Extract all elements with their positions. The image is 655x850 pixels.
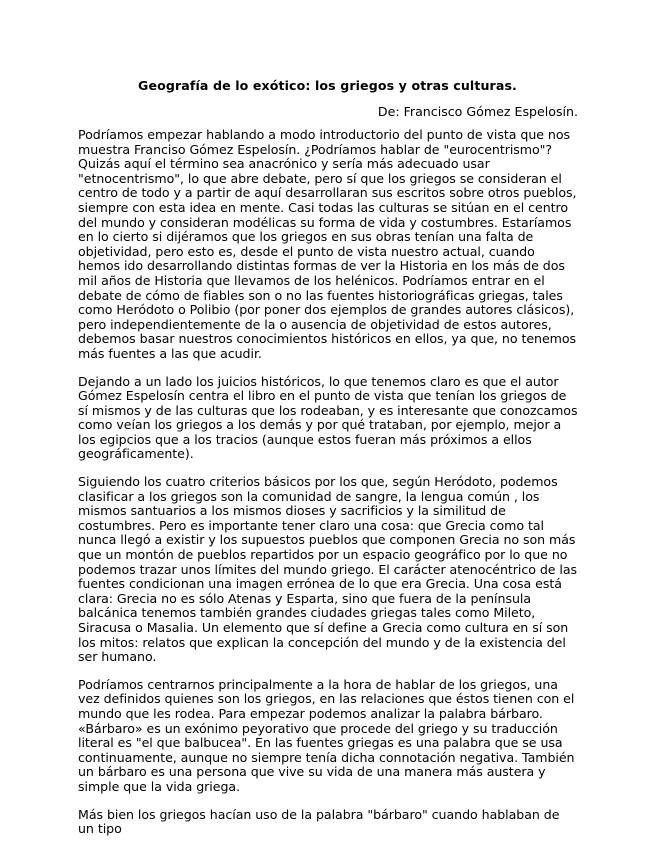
paragraph-1: Podríamos empezar hablando a modo introductorio del punto de vista que nos muestra Franciso Gómez Espelosín. ¿Podríamos hablar de "eurocentrismo"? Quizás aquí el término sea anacrónico y sería más adecuado usar "etnocentrismo", lo que abre debate, pero sí que los griegos se consideran el centro de todo y a partir de aquí desarrollaran sus escritos sobre otros pueblos, siempre con esta idea en mente. Casi todas las culturas se sitúan en el centro del mundo y consideran modélicas su forma de vida y costumbres. Estaríamos en lo cierto si dijéramos que los griegos en sus obras tenían una falta de objetividad, pero esto es, desde el punto de vista nuestro actual, cuando hemos ido desarrollando distintas formas de ver la Historia en los más de dos mil años de Historia que llevamos de los helénicos. Podríamos entrar en el debate de cómo de fiables son o no las fuentes historiográficas griegas, tales como Heródoto o Polibio (por poner dos ejemplos de grandes autores clásicos), pero independientemente de la o ausencia de objetividad de estos autores, debemos basar nuestros conocimientos históricos en ellos, ya que, no tenemos más fuentes a las que acudir.	[78, 127, 577, 361]
paragraph-3: Siguiendo los cuatro criterios básicos por los que, según Heródoto, podemos clasificar a los griegos son la comunidad de sangre, la lengua común , los mismos santuarios a los mismos dioses y sacrificios y la similitud de costumbres. Pero es importante tener claro una cosa: que Grecia como tal nunca llegó a existir y los supuestos pueblos que componen Grecia no son más que un montón de pueblos repartidos por un espacio geográfico por lo que no podemos trazar unos límites del mundo griego. El carácter atenocéntrico de las fuentes condicionan una imagen errónea de lo que era Grecia. Una cosa está clara: Grecia no es sólo Atenas y Esparta, sino que fuera de la península balcánica tenemos también grandes ciudades griegas tales como Mileto, Siracusa o Masalia. Un elemento que sí define a Grecia como cultura en sí son los mitos: relatos que explican la concepción del mundo y de la existencia del ser humano.	[78, 474, 578, 665]
paragraph-4: Podríamos centrarnos principalmente a la hora de hablar de los griegos, una vez definidos quienes son los griegos, en las relaciones que éstos tienen con el mundo que les rodea. Para empezar podemos analizar la palabra bárbaro. «Bárbaro» es un exónimo peyorativo que procede del griego y su traducción literal es "el que balbucea". En las fuentes griegas es una palabra que se usa continuamente, aunque no siempre tenía dicha connotación negativa. También un bárbaro es una persona que vive su vida de una manera más austera y simple que la vida griega.	[78, 676, 575, 794]
paragraph-5: Más bien los griegos hacían uso de la palabra "bárbaro" cuando hablaban de un tipo	[78, 806, 560, 837]
paragraph-2: Dejando a un lado los juicios históricos, lo que tenemos claro es que el autor Gómez Espelosín centra el libro en el punto de vista que tenían los griegos de sí mismos y de las culturas que los rodeaban, y es interesante que conozcamos como veían los griegos a los demás y por qué trataban, por ejemplo, mejor a los egipcios que a los tracios (aunque estos fueran más próximos a ellos geográficamente).	[78, 373, 578, 462]
document-body	[78, 128, 578, 850]
document-title: Geografía de lo exótico: los griegos y otras culturas.	[138, 78, 517, 93]
document-author: De: Francisco Gómez Espelosín.	[377, 104, 578, 119]
